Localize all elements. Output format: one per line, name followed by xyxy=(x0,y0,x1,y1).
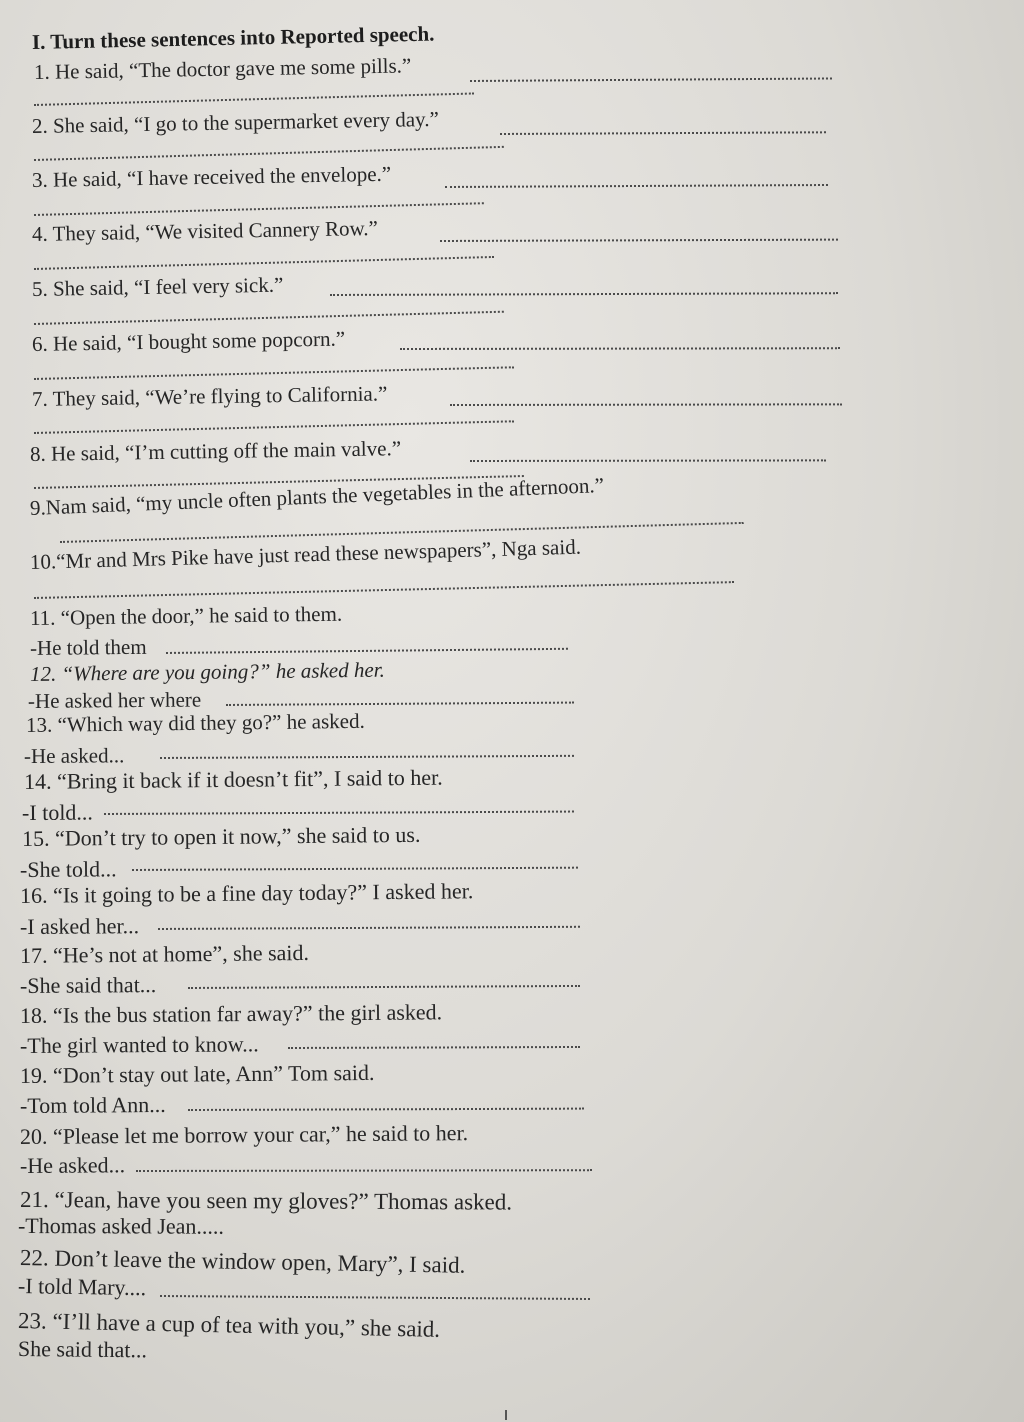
answer-line-5b[interactable] xyxy=(34,311,504,325)
answer-line-15[interactable] xyxy=(132,867,578,871)
question-23: 23. “I’ll have a cup of tea with you,” she said. xyxy=(17,1308,441,1342)
question-22: 22. Don’t leave the window open, Mary”, I said. xyxy=(19,1245,466,1278)
prompt-16: -I asked her... xyxy=(19,913,140,939)
question-11: 11. “Open the door,” he said to them. xyxy=(29,601,343,630)
question-18: 18. “Is the bus station far away?” the girl asked. xyxy=(19,999,443,1028)
question-15: 15. “Don’t try to open it now,” she said to us. xyxy=(21,821,421,851)
answer-line-10[interactable] xyxy=(34,581,734,599)
answer-line-4a[interactable] xyxy=(440,239,838,242)
sentence-4: 4. They said, “We visited Cannery Row.” xyxy=(31,215,379,246)
sentence-3: 3. He said, “I have received the envelope.” xyxy=(31,161,392,192)
answer-line-22[interactable] xyxy=(160,1295,590,1300)
sentence-5: 5. She said, “I feel very sick.” xyxy=(31,272,284,301)
answer-line-6b[interactable] xyxy=(34,366,514,380)
answer-line-3a[interactable] xyxy=(445,184,828,188)
sentence-6: 6. He said, “I bought some popcorn.” xyxy=(31,326,346,356)
prompt-23: She said that... xyxy=(17,1336,148,1363)
sentence-8: 8. He said, “I’m cutting off the main valve.” xyxy=(29,436,402,466)
answer-line-14[interactable] xyxy=(104,811,574,815)
prompt-14: -I told... xyxy=(21,799,93,825)
question-17: 17. “He’s not at home”, she said. xyxy=(19,939,310,968)
prompt-15: -She told... xyxy=(19,856,117,882)
prompt-17: -She said that... xyxy=(19,972,157,998)
prompt-22: -I told Mary.... xyxy=(17,1273,147,1301)
question-20: 20. “Please let me borrow your car,” he said to her. xyxy=(19,1120,469,1149)
sentence-9: 9.Nam said, “my uncle often plants the vegetables in the afternoon.” xyxy=(29,472,605,520)
answer-line-1b[interactable] xyxy=(34,92,474,106)
question-13: 13. “Which way did they go?” he asked. xyxy=(25,708,365,737)
answer-line-8a[interactable] xyxy=(470,459,826,462)
answer-line-12[interactable] xyxy=(226,702,574,706)
sentence-7: 7. They said, “We’re flying to California.” xyxy=(31,381,388,411)
answer-line-19[interactable] xyxy=(188,1108,584,1111)
answer-line-7b[interactable] xyxy=(34,420,514,434)
answer-line-20[interactable] xyxy=(136,1169,592,1172)
answer-line-13[interactable] xyxy=(160,755,574,759)
answer-line-2b[interactable] xyxy=(34,146,504,161)
question-21: 21. “Jean, have you seen my gloves?” Thomas asked. xyxy=(19,1187,513,1215)
question-19: 19. “Don’t stay out late, Ann” Tom said. xyxy=(19,1059,375,1088)
prompt-13: -He asked... xyxy=(23,743,125,768)
prompt-20: -He asked... xyxy=(19,1152,126,1178)
prompt-11: -He told them xyxy=(29,634,147,660)
answer-line-2a[interactable] xyxy=(500,131,826,135)
answer-line-6a[interactable] xyxy=(400,347,840,350)
answer-line-16[interactable] xyxy=(158,926,580,930)
question-12: 12. “Where are you going?” he asked her. xyxy=(29,657,385,686)
prompt-21: -Thomas asked Jean..... xyxy=(17,1213,224,1239)
answer-line-1a[interactable] xyxy=(470,77,832,82)
answer-line-18[interactable] xyxy=(288,1046,580,1049)
sentence-2: 2. She said, “I go to the supermarket every day.” xyxy=(31,106,439,138)
page-mark xyxy=(505,1410,507,1420)
question-14: 14. “Bring it back if it doesn’t fit”, I said to her. xyxy=(23,764,443,794)
answer-line-3b[interactable] xyxy=(34,202,484,216)
sentence-10: 10.“Mr and Mrs Pike have just read these newspapers”, Nga said. xyxy=(29,534,582,574)
answer-line-7a[interactable] xyxy=(450,403,842,406)
sentence-1: 1. He said, “The doctor gave me some pills.” xyxy=(33,53,412,84)
prompt-19: -Tom told Ann... xyxy=(19,1091,166,1118)
answer-line-5a[interactable] xyxy=(330,292,838,296)
exercise-heading: I. Turn these sentences into Reported speech. xyxy=(31,21,435,54)
question-16: 16. “Is it going to be a fine day today?” I asked her. xyxy=(19,878,474,908)
prompt-18: -The girl wanted to know... xyxy=(19,1031,259,1058)
answer-line-11[interactable] xyxy=(166,648,568,654)
prompt-12: -He asked her where xyxy=(27,687,202,713)
answer-line-17[interactable] xyxy=(188,985,580,989)
answer-line-4b[interactable] xyxy=(34,256,494,270)
